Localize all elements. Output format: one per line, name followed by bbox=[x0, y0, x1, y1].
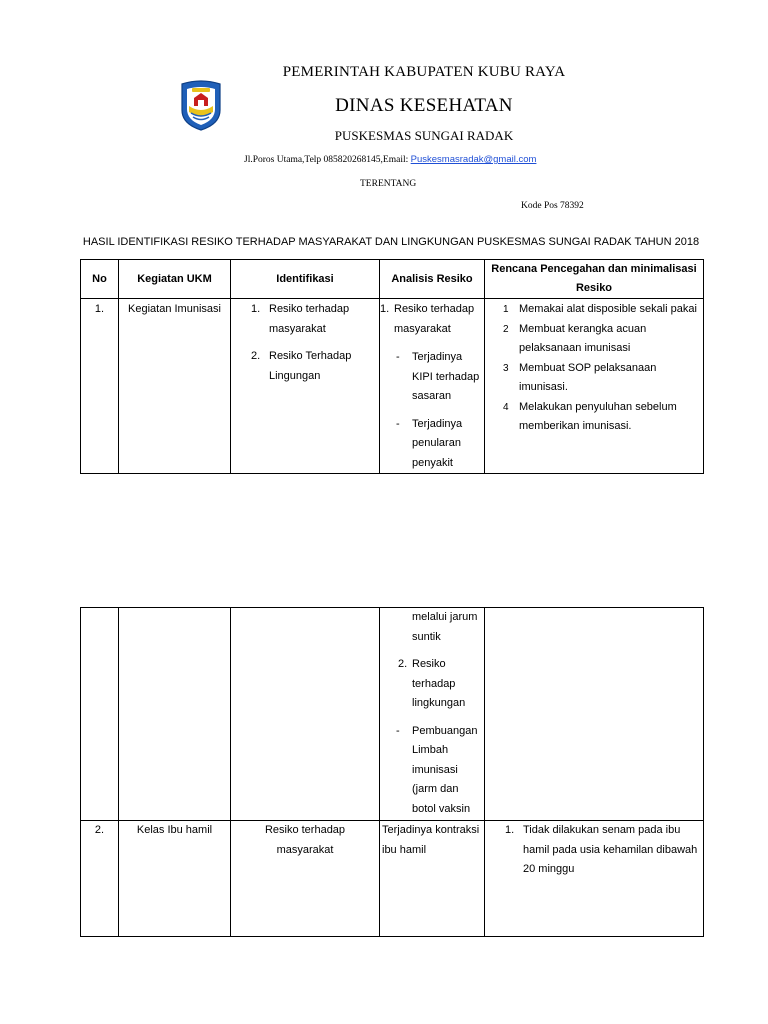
agency-title: DINAS KESEHATAN bbox=[335, 95, 513, 116]
list-text: Membuat SOP pelaksanaan imunisasi. bbox=[519, 361, 657, 393]
header-kegiatan: Kegiatan UKM bbox=[119, 260, 231, 299]
list-number: 2 bbox=[503, 323, 509, 335]
row2-analisis bbox=[380, 821, 485, 937]
list-number: 1. bbox=[505, 824, 515, 836]
list-number: 4 bbox=[503, 401, 509, 413]
dash-bullet: - bbox=[396, 724, 400, 737]
list-item bbox=[251, 300, 375, 339]
postal-code: Kode Pos 78392 bbox=[521, 201, 584, 211]
row1-cont-kegiatan bbox=[119, 608, 231, 821]
list-number: 1 bbox=[503, 304, 509, 315]
list-text: Pembuangan Limbah imunisasi (jarm dan botol vaksin bbox=[412, 724, 478, 815]
list-item bbox=[398, 655, 480, 714]
table-row bbox=[81, 299, 704, 474]
list-item bbox=[394, 348, 480, 407]
list-text: Resiko terhadap masyarakat bbox=[269, 303, 350, 335]
row1-kegiatan: Kegiatan Imunisasi bbox=[119, 299, 231, 474]
list-number: 2. bbox=[251, 350, 261, 362]
row1-no: 1. bbox=[81, 299, 119, 474]
risk-table-page1 bbox=[80, 259, 704, 474]
dash-bullet: - bbox=[396, 351, 400, 363]
list-text: Terjadinya KIPI terhadap sasaran bbox=[412, 351, 480, 402]
document-title: HASIL IDENTIFIKASI RESIKO TERHADAP MASYARAKAT DAN LINGKUNGAN PUSKESMAS SUNGAI RADAK TAHUN 2018 bbox=[82, 236, 700, 248]
row2-identifikasi-text: Resiko terhadap masyarakat bbox=[264, 824, 346, 856]
list-item bbox=[485, 398, 699, 437]
list-item bbox=[505, 821, 699, 880]
list-text: Tidak dilakukan senam pada ibu hamil pada usia kehamilan dibawah 20 minggu bbox=[523, 824, 698, 875]
address-text: Jl.Poros Utama,Telp 085820268145,Email: bbox=[244, 155, 411, 165]
header-analisis: Analisis Resiko bbox=[380, 260, 485, 299]
list-item bbox=[485, 320, 699, 359]
list-number: 2. bbox=[398, 658, 408, 670]
list-text: Resiko terhadap lingkungan bbox=[412, 658, 466, 709]
town-name: TERENTANG bbox=[360, 179, 417, 189]
unit-title: PUSKESMAS SUNGAI RADAK bbox=[334, 128, 514, 143]
list-text: Melakukan penyuluhan sebelum memberikan imunisasi. bbox=[519, 400, 677, 432]
list-item bbox=[394, 415, 480, 474]
header-rencana-line1: Rencana Pencegahan dan minimalisasi bbox=[491, 263, 697, 275]
list-item bbox=[251, 347, 375, 386]
header-rencana-line2: Resiko bbox=[575, 282, 613, 294]
list-text: Resiko terhadap masyarakat bbox=[394, 303, 475, 335]
list-number: 1. bbox=[251, 303, 261, 315]
list-number: 3 bbox=[503, 362, 509, 374]
list-text: Memakai alat disposible sekali pakai bbox=[519, 303, 697, 315]
header-rencana bbox=[485, 260, 704, 299]
list-text: Resiko Terhadap Lingungan bbox=[269, 350, 352, 382]
row1-cont-no bbox=[81, 608, 119, 821]
table-row bbox=[81, 608, 704, 821]
address-line bbox=[244, 154, 536, 165]
row2-kegiatan: Kelas Ibu hamil bbox=[119, 821, 231, 937]
row1-cont-rencana bbox=[485, 608, 704, 821]
analisis-continuation: melalui jarum suntik bbox=[412, 611, 478, 643]
risk-table-page2 bbox=[80, 607, 704, 937]
list-number: 1. bbox=[380, 303, 390, 315]
row1-identifikasi bbox=[231, 299, 380, 474]
row2-no: 2. bbox=[81, 821, 119, 937]
government-title: PEMERINTAH KABUPATEN KUBU RAYA bbox=[282, 64, 566, 80]
list-text: Membuat kerangka acuan pelaksanaan imunisasi bbox=[519, 322, 647, 354]
row1-cont-analisis bbox=[380, 608, 485, 821]
list-item bbox=[485, 359, 699, 398]
list-item bbox=[394, 722, 480, 820]
header-identifikasi: Identifikasi bbox=[231, 260, 380, 299]
row2-identifikasi bbox=[231, 821, 380, 937]
list-text: Terjadinya penularan penyakit bbox=[412, 417, 463, 469]
list-item bbox=[485, 300, 699, 320]
header-no: No bbox=[81, 260, 119, 299]
row2-rencana bbox=[485, 821, 704, 937]
table-row bbox=[81, 821, 704, 937]
row2-analisis-text: Terjadinya kontraksi ibu hamil bbox=[382, 824, 480, 856]
list-item bbox=[380, 300, 480, 339]
table-header-row bbox=[81, 260, 704, 299]
row1-analisis bbox=[380, 299, 485, 474]
email-link[interactable]: Puskesmasradak@gmail.com bbox=[410, 154, 537, 165]
row1-rencana bbox=[485, 299, 704, 474]
row1-cont-identifikasi bbox=[231, 608, 380, 821]
dash-bullet: - bbox=[396, 417, 400, 430]
